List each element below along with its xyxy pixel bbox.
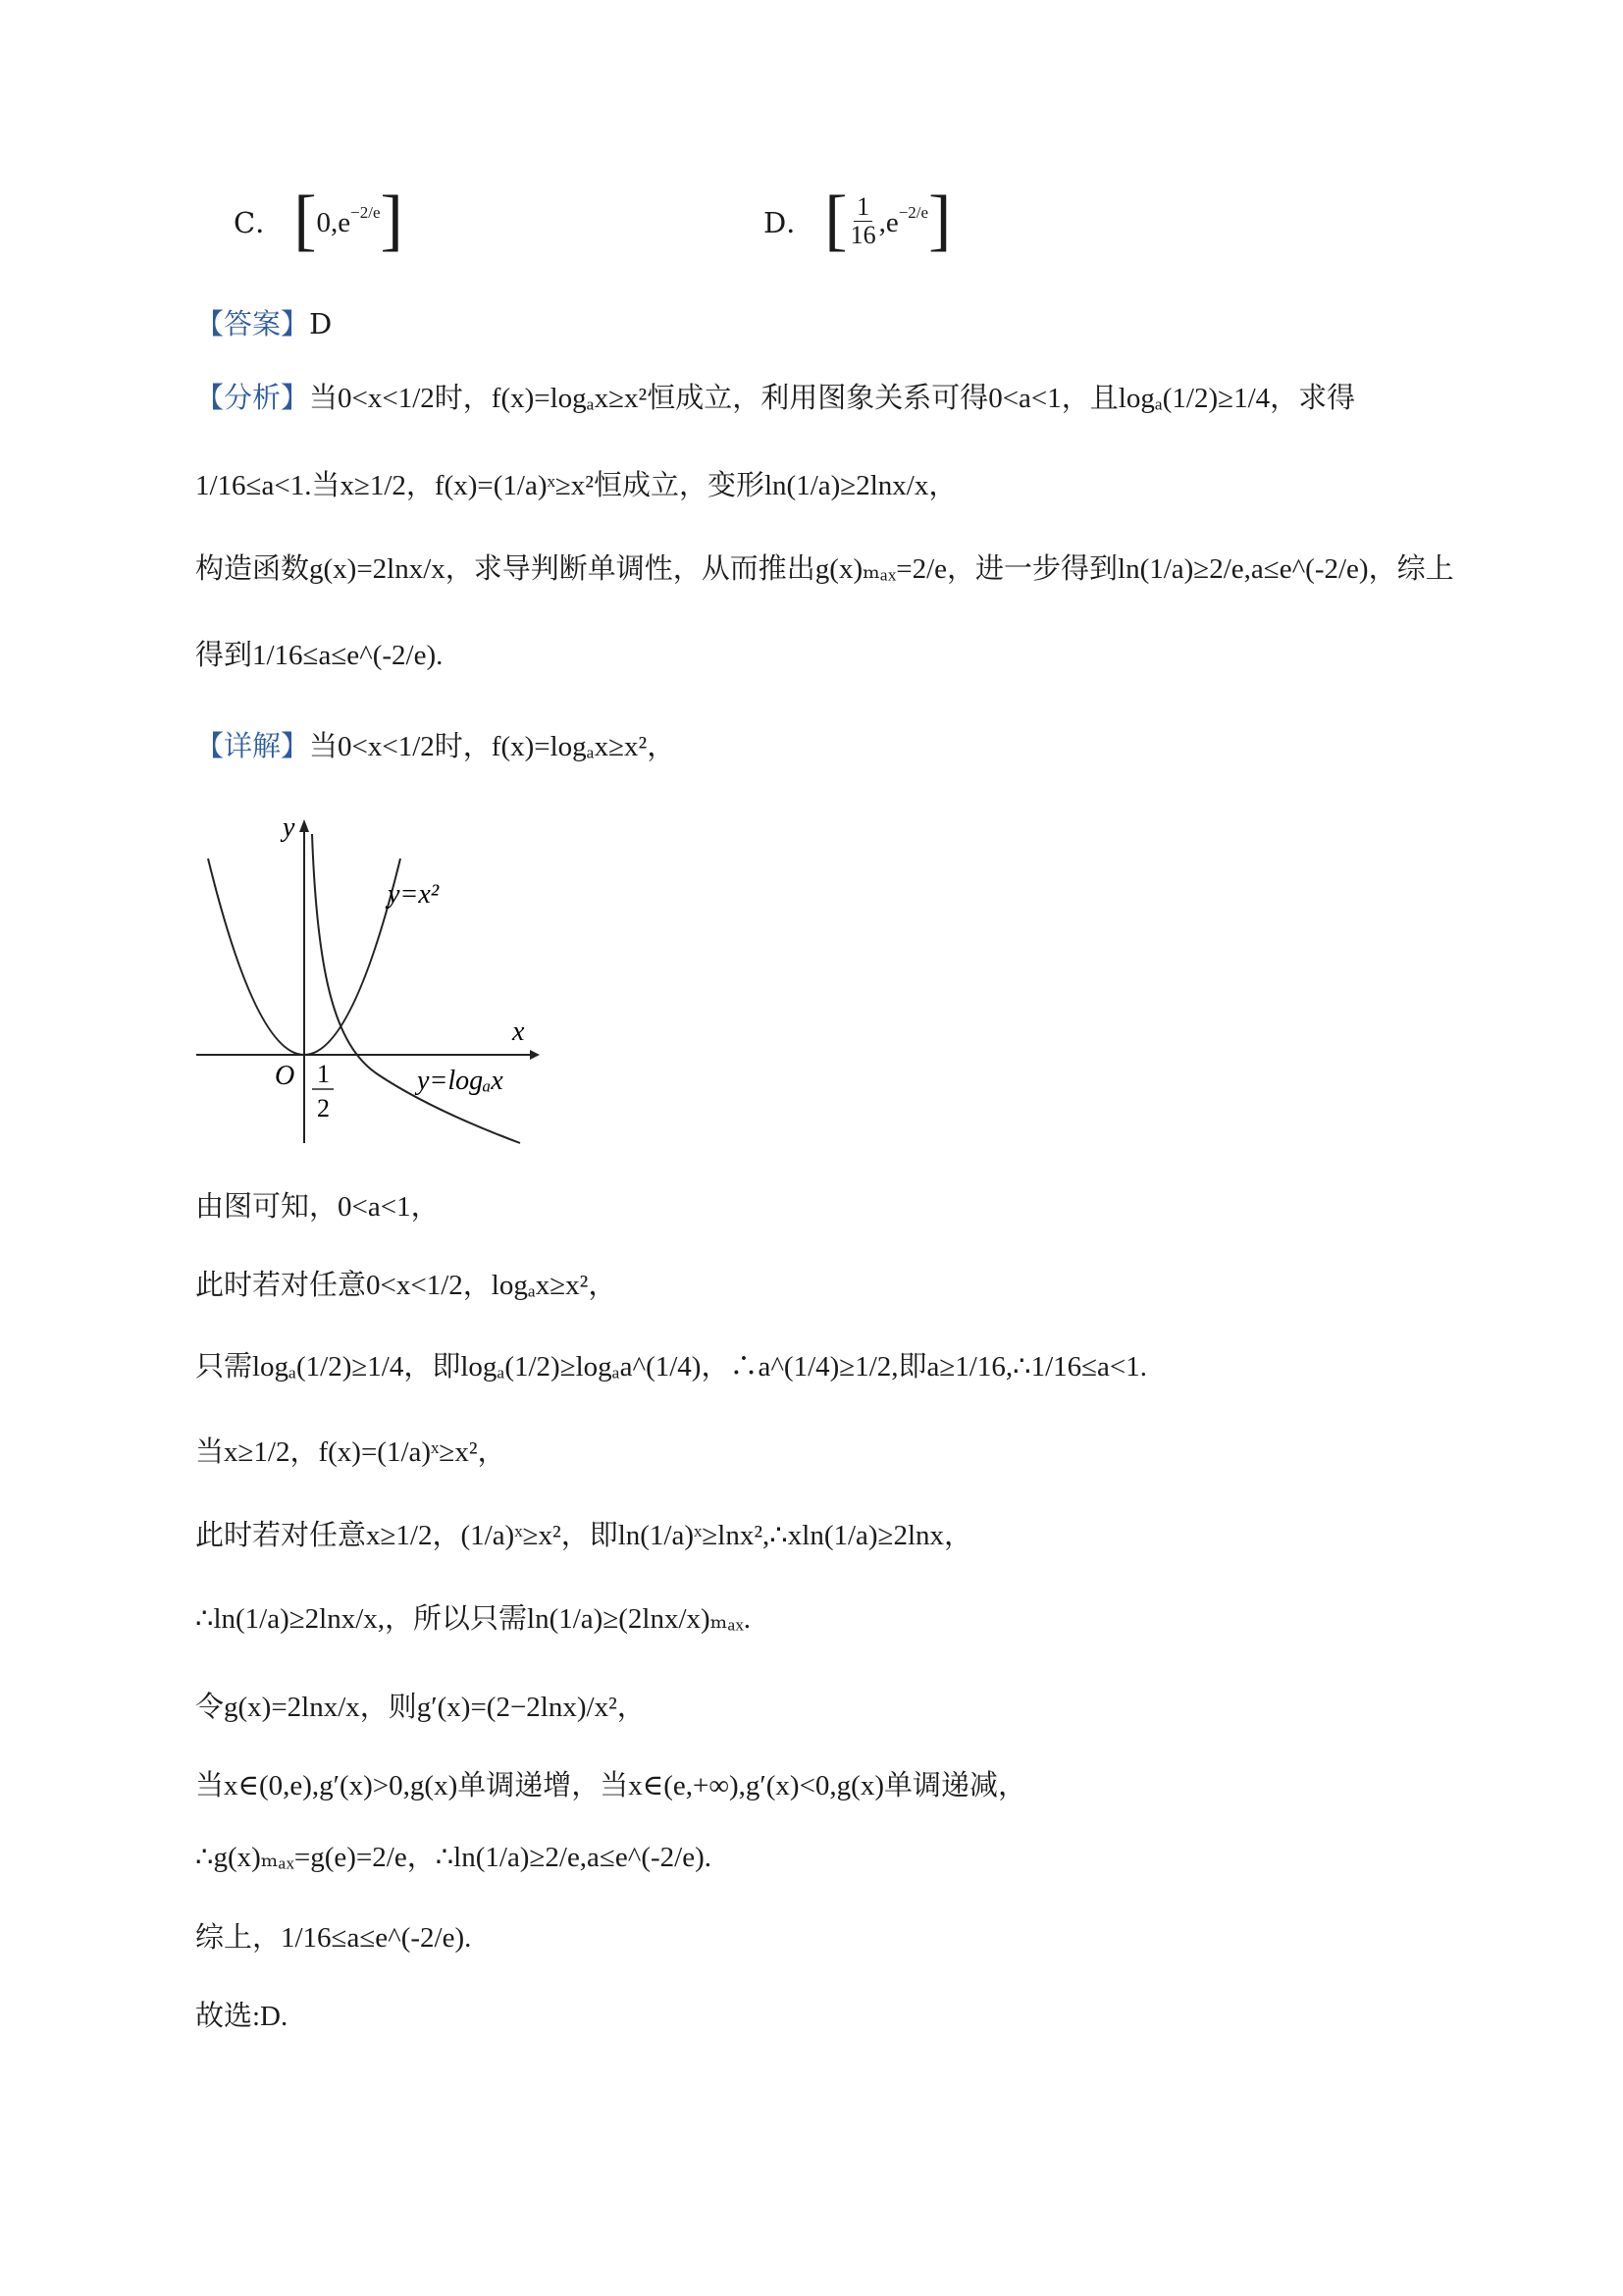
origin-label: O [275, 1061, 295, 1091]
x-axis-arrow [530, 1050, 540, 1060]
step-10: 综上，1/16≤a≤e^(-2/e). [195, 1922, 472, 1954]
step-1: 由图可知，0<a<1， [195, 1191, 440, 1223]
analysis-line-3: 构造函数g(x)=2lnx/x，求导判断单调性，从而推出g(x)ₘₐₓ=2/e，进一步得到ln(1/a)≥2/e,a≤e^(-2/e)，综上 [195, 553, 1454, 585]
step-2: 此时若对任意0<x<1/2，logₐx≥x²， [195, 1270, 617, 1301]
detail-tag: 【详解】 [195, 729, 310, 762]
option-d-content: [ $\frac{1}{16}$ $,e^{-2/e}$ ] [824, 183, 952, 258]
y-axis-arrow [299, 819, 309, 832]
answer-value: D [309, 307, 333, 340]
step-8: 当x∈(0,e),g′(x)>0,g(x)单调递增，当x∈(e,+∞),g′(x)<0,g(x)单调递减， [195, 1770, 1026, 1801]
step-6: ∴ln(1/a)≥2lnx/x,，所以只需ln(1/a)≥(2lnx/x)ₘₐₓ. [195, 1603, 752, 1635]
analysis-line-4: 得到1/16≤a≤e^(-2/e). [195, 640, 444, 671]
step-11: 故选:D. [195, 2001, 288, 2032]
step-7: 令g(x)=2lnx/x，则g′(x)=(2−2lnx)/x²， [195, 1692, 646, 1723]
analysis-line-2: 1/16≤a<1.当x≥1/2，f(x)=(1/a)ˣ≥x²恒成立，变形ln(1/a)≥2lnx/x， [195, 470, 958, 501]
option-d [763, 183, 952, 258]
parabola-label: y=x² [388, 879, 440, 910]
y-axis-label: y [283, 812, 295, 843]
answer-tag: 【答案】 [195, 307, 310, 340]
point-numerator: 1 [317, 1060, 330, 1088]
step-9: ∴g(x)ₘₐₓ=g(e)=2/e，∴ln(1/a)≥2/e,a≤e^(-2/e). [195, 1842, 711, 1873]
detail-line: 【详解】当0<x<1/2时，f(x)=logₐx≥x²， [195, 729, 676, 762]
option-c-label: C． [234, 205, 285, 239]
x-axis-label: x [512, 1017, 525, 1047]
step-3: 只需logₐ(1/2)≥1/4，即logₐ(1/2)≥logₐa^(1/4)，∴a^(1/4)≥1/2,即a≥1/16,∴1/16≤a<1. [195, 1351, 1148, 1383]
function-graph [186, 805, 579, 1158]
point-denominator: 2 [317, 1094, 330, 1122]
step-4: 当x≥1/2，f(x)=(1/a)ˣ≥x²， [195, 1436, 506, 1468]
answer-line [195, 304, 332, 343]
log-label: y=logₐx [417, 1066, 503, 1096]
step-5: 此时若对任意x≥1/2，(1/a)ˣ≥x²，即ln(1/a)ˣ≥lnx²,∴xln(1/a)≥2lnx， [195, 1520, 973, 1551]
option-c [234, 183, 403, 258]
analysis-tag: 【分析】 [195, 381, 310, 414]
analysis-line-1: 【分析】当0<x<1/2时，f(x)=logₐx≥x²恒成立，利用图象关系可得0<a<1，且logₐ(1/2)≥1/4，求得 [195, 381, 1356, 414]
option-d-label: D． [763, 205, 815, 239]
option-c-content: [ $0,e^{-2/e}$ ] [293, 183, 403, 258]
